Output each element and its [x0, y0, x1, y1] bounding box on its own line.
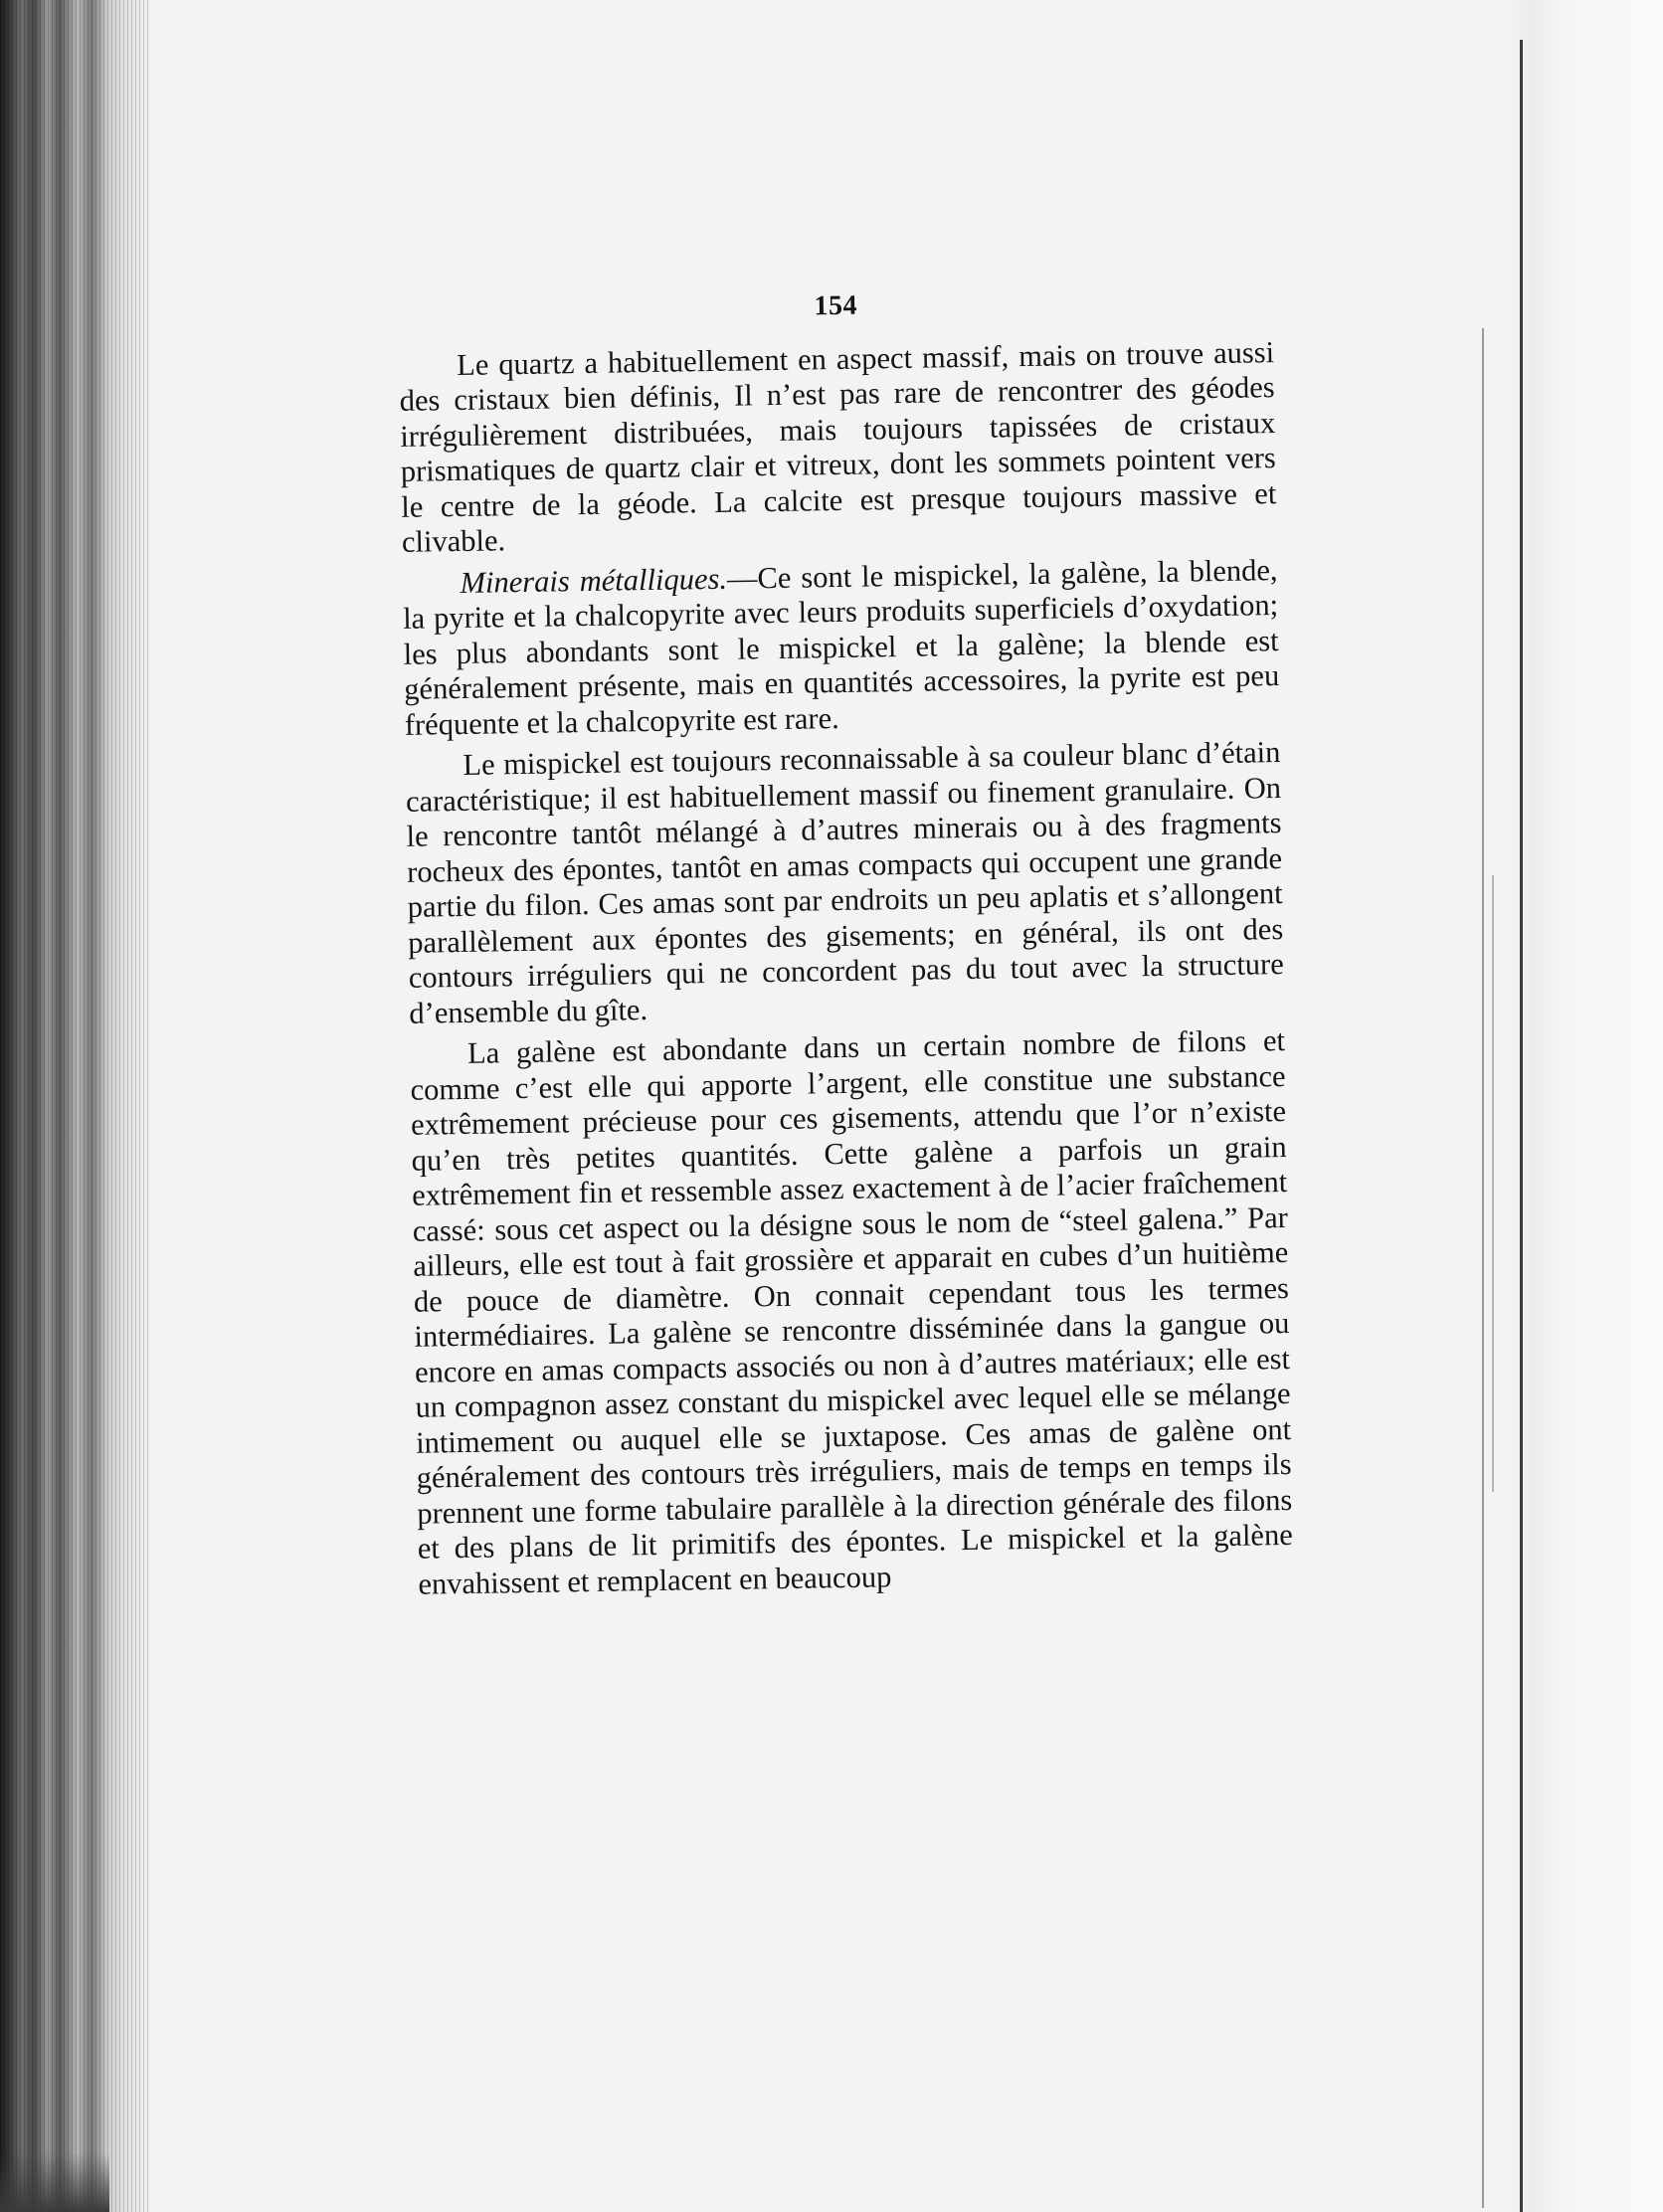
paragraph-text: La galène est abondante dans un certain nombre de filons et comme c’est elle qui apporte l’argent, elle constitue une substance extrêmement précieuse pour ces gisements, attendu que l’or n’existe qu’en très petites quantités. Cette galène a parfois un grain extrêmement fin et ressemble assez exactement à de l’acier fraîchement cassé: sous cet aspect ou la désigne sous le nom de “steel galena.” Par ailleurs, elle est tout à fait grossière et apparait en cubes d’un huitième de pouce de diamètre. On connait cependant tous les termes intermédiaires. La galène se rencontre disséminée dans la gangue ou encore en amas compacts associés ou non à d’autres matériaux; elle est un compagnon assez constant du mispickel avec lequel elle se mélange intimement ou auquel elle se juxtapose. Ces amas de galène ont généralement des contours très irréguliers, mais de temps en temps ils prennent une forme tabulaire parallèle à la direction générale des filons et des plans de lit primitifs des épontes. Le mispickel et la galène envahissent et remplacent en beaucoup [410, 1022, 1294, 1601]
page-text-block [398, 281, 1294, 1608]
paragraph-text: —Ce sont le mispickel, la galène, la blende, la pyrite et la chalcopyrite avec leurs produits superficiels d’oxydation; les plus abondants sont le mispickel et la galène; la blende est généralement présente, mais en quantités accessoires, la pyrite est peu fréquente et la chalcopyrite est rare. [402, 552, 1280, 742]
book-page-stack-edge [0, 0, 149, 2212]
paragraph-quartz [399, 335, 1277, 561]
binding-gutter-shadow [1482, 328, 1484, 2208]
binding-gutter-line [1520, 40, 1523, 2212]
section-heading: Minerais métalliques. [460, 561, 728, 600]
binding-gutter-shadow-lower [1492, 875, 1494, 1492]
page-number: 154 [814, 289, 858, 322]
book-corner-shadow [0, 2152, 109, 2212]
paragraph-galene [410, 1023, 1294, 1602]
facing-page-edge [1504, 0, 1663, 2212]
paragraph-mispickel [405, 735, 1284, 1031]
paragraph-text: Le mispickel est toujours reconnaissable à sa couleur blanc d’étain caractéristique; il est habituellement massif ou finement granulaire. On le rencontre tantôt mélangé à d’autres minerais ou à des fragments rocheux des épontes, tantôt en amas compacts qui occupent une grande partie du filon. Ces amas sont par endroits un peu aplatis et s’allongent parallèlement aux épontes des gisements; en général, ils ont des contours irréguliers qui ne concordent pas du tout avec la structure d’ensemble du gîte. [405, 735, 1284, 1030]
paragraph-minerais-metalliques [402, 553, 1280, 743]
paragraph-text: Le quartz a habituellement en aspect massif, mais on trouve aussi des cristaux bien définis, Il n’est pas rare de rencontrer des géodes irrégulièrement distribuées, mais toujours tapissées de cristaux prismatiques de quartz clair et vitreux, dont les sommets pointent vers le centre de la géode. La calcite est presque toujours massive et clivable. [399, 334, 1277, 559]
